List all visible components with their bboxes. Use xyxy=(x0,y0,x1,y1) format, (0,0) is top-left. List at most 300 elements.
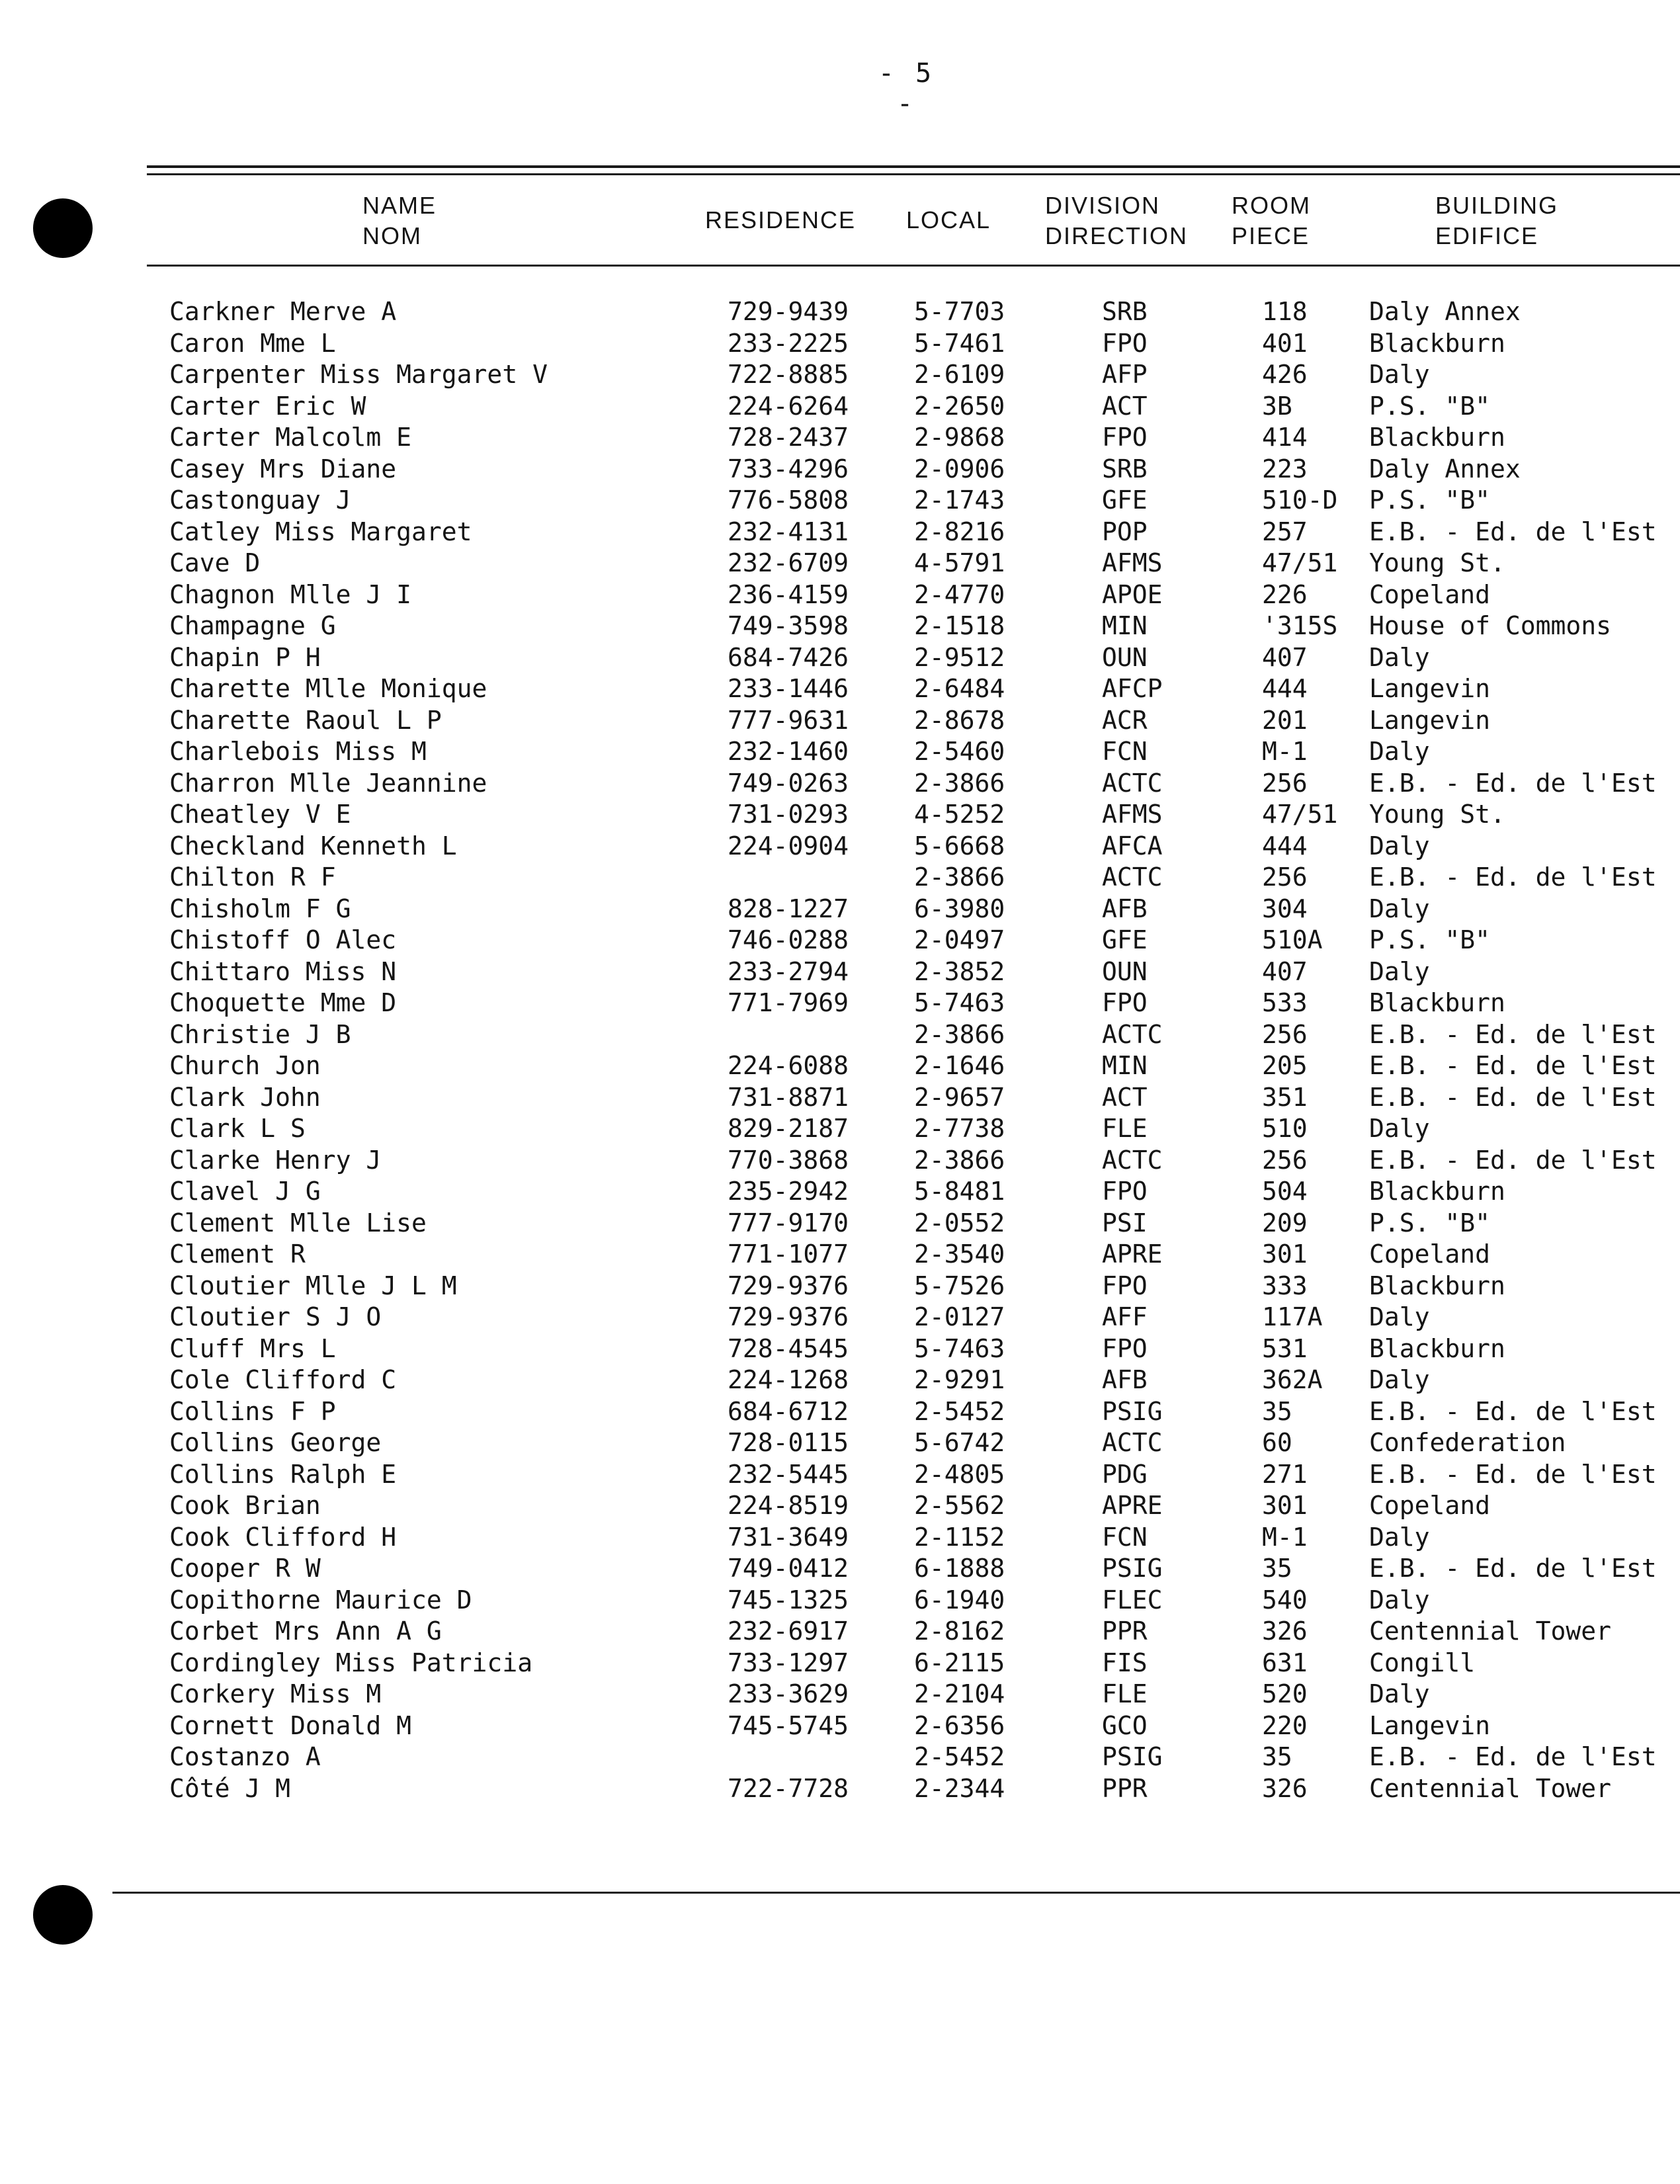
building-cell: Langevin xyxy=(1369,705,1491,735)
table-row xyxy=(0,987,1680,1019)
residence-cell: 770-3868 xyxy=(728,1145,849,1175)
name-cell: Cave D xyxy=(169,548,261,577)
room-cell: 60 xyxy=(1262,1428,1292,1457)
building-cell: Copeland xyxy=(1369,1491,1491,1520)
division-cell: ACTC xyxy=(1102,1019,1163,1049)
division-cell: MIN xyxy=(1102,1051,1148,1080)
building-cell: Daly xyxy=(1369,1585,1430,1615)
room-cell: 205 xyxy=(1262,1051,1308,1080)
table-row xyxy=(0,1113,1680,1145)
division-cell: FPO xyxy=(1102,328,1148,358)
division-cell: PPR xyxy=(1102,1617,1148,1646)
room-cell: 271 xyxy=(1262,1459,1308,1489)
table-row xyxy=(0,1553,1680,1585)
table-header xyxy=(0,190,1680,257)
table-row xyxy=(0,1773,1680,1805)
name-cell: Clement R xyxy=(169,1239,306,1269)
division-cell: FIS xyxy=(1102,1648,1148,1677)
local-cell: 5-7463 xyxy=(914,988,1005,1017)
building-cell: Daly xyxy=(1369,1522,1430,1552)
footer-rule xyxy=(112,1892,1680,1894)
header-division-en: DIVISION xyxy=(1045,192,1161,219)
table-row xyxy=(0,1490,1680,1522)
local-cell: 5-6742 xyxy=(914,1428,1005,1457)
residence-cell: 728-0115 xyxy=(728,1428,849,1457)
name-cell: Corkery Miss M xyxy=(169,1679,382,1708)
name-cell: Carpenter Miss Margaret V xyxy=(169,360,548,389)
local-cell: 2-2344 xyxy=(914,1773,1005,1803)
local-cell: 2-7738 xyxy=(914,1114,1005,1143)
table-row xyxy=(0,517,1680,548)
residence-cell: 233-2225 xyxy=(728,328,849,358)
residence-cell: 224-8519 xyxy=(728,1491,849,1520)
header-building xyxy=(1435,190,1558,251)
top-rule xyxy=(147,165,1680,168)
building-cell: Centennial Tower xyxy=(1369,1773,1612,1803)
name-cell: Choquette Mme D xyxy=(169,988,397,1017)
name-cell: Charette Mlle Monique xyxy=(169,674,487,703)
table-row xyxy=(0,454,1680,485)
local-cell: 2-3866 xyxy=(914,862,1005,892)
division-cell: FPO xyxy=(1102,988,1148,1017)
building-cell: E.B. - Ed. de l'Est xyxy=(1369,1742,1657,1771)
division-cell: MIN xyxy=(1102,611,1148,640)
local-cell: 2-3866 xyxy=(914,1145,1005,1175)
division-cell: GFE xyxy=(1102,925,1148,954)
table-row xyxy=(0,925,1680,956)
name-cell: Corbet Mrs Ann A G xyxy=(169,1617,442,1646)
name-cell: Cooper R W xyxy=(169,1554,321,1583)
table-row xyxy=(0,548,1680,579)
building-cell: Daly Annex xyxy=(1369,454,1521,483)
header-rule xyxy=(147,265,1680,267)
room-cell: 401 xyxy=(1262,328,1308,358)
table-row xyxy=(0,1302,1680,1333)
building-cell: Langevin xyxy=(1369,674,1491,703)
division-cell: APRE xyxy=(1102,1239,1163,1269)
name-cell: Copithorne Maurice D xyxy=(169,1585,472,1615)
local-cell: 2-9291 xyxy=(914,1365,1005,1394)
local-cell: 2-3866 xyxy=(914,768,1005,798)
name-cell: Chagnon Mlle J I xyxy=(169,579,412,609)
room-cell: 3B xyxy=(1262,391,1292,421)
residence-cell: 749-0263 xyxy=(728,768,849,798)
room-cell: 520 xyxy=(1262,1679,1308,1708)
name-cell: Casey Mrs Diane xyxy=(169,454,397,483)
division-cell: FPO xyxy=(1102,1333,1148,1363)
division-cell: GFE xyxy=(1102,485,1148,515)
name-cell: Cook Clifford H xyxy=(169,1522,397,1552)
header-room-en: ROOM xyxy=(1232,192,1311,219)
table-row xyxy=(0,1333,1680,1365)
residence-cell: 233-2794 xyxy=(728,956,849,986)
local-cell: 2-5452 xyxy=(914,1742,1005,1771)
residence-cell: 233-3629 xyxy=(728,1679,849,1708)
table-row xyxy=(0,1742,1680,1773)
residence-cell: 749-0412 xyxy=(728,1554,849,1583)
building-cell: House of Commons xyxy=(1369,611,1612,640)
header-division xyxy=(1045,190,1188,251)
local-cell: 2-1743 xyxy=(914,485,1005,515)
building-cell: E.B. - Ed. de l'Est xyxy=(1369,1554,1657,1583)
local-cell: 5-7703 xyxy=(914,297,1005,326)
room-cell: 301 xyxy=(1262,1491,1308,1520)
building-cell: E.B. - Ed. de l'Est xyxy=(1369,1082,1657,1112)
division-cell: PSI xyxy=(1102,1208,1148,1238)
building-cell: Daly xyxy=(1369,894,1430,923)
local-cell: 2-8678 xyxy=(914,705,1005,735)
room-cell: 326 xyxy=(1262,1773,1308,1803)
residence-cell: 684-7426 xyxy=(728,642,849,672)
division-cell: PDG xyxy=(1102,1459,1148,1489)
table-row xyxy=(0,1145,1680,1177)
table-row xyxy=(0,1396,1680,1428)
building-cell: Daly xyxy=(1369,360,1430,389)
table-row xyxy=(0,705,1680,737)
room-cell: 35 xyxy=(1262,1396,1292,1426)
local-cell: 5-7526 xyxy=(914,1271,1005,1300)
room-cell: 35 xyxy=(1262,1554,1292,1583)
building-cell: Daly xyxy=(1369,1365,1430,1394)
table-row xyxy=(0,862,1680,894)
residence-cell: 236-4159 xyxy=(728,579,849,609)
building-cell: Daly xyxy=(1369,1679,1430,1708)
table-row xyxy=(0,610,1680,642)
table-row xyxy=(0,296,1680,328)
name-cell: Clark L S xyxy=(169,1114,306,1143)
local-cell: 2-2650 xyxy=(914,391,1005,421)
residence-cell: 235-2942 xyxy=(728,1177,849,1206)
room-cell: 117A xyxy=(1262,1302,1323,1331)
residence-cell: 828-1227 xyxy=(728,894,849,923)
building-cell: Congill xyxy=(1369,1648,1476,1677)
header-name xyxy=(362,190,437,251)
division-cell: APRE xyxy=(1102,1491,1163,1520)
local-cell: 2-4770 xyxy=(914,579,1005,609)
residence-cell: 232-5445 xyxy=(728,1459,849,1489)
building-cell: Copeland xyxy=(1369,1239,1491,1269)
name-cell: Carter Eric W xyxy=(169,391,366,421)
local-cell: 2-0552 xyxy=(914,1208,1005,1238)
room-cell: M-1 xyxy=(1262,737,1308,766)
building-cell: Blackburn xyxy=(1369,988,1505,1017)
room-cell: 304 xyxy=(1262,894,1308,923)
name-cell: Charette Raoul L P xyxy=(169,705,442,735)
local-cell: 2-3540 xyxy=(914,1239,1005,1269)
header-building-en: BUILDING xyxy=(1435,192,1559,219)
building-cell: Daly xyxy=(1369,642,1430,672)
room-cell: 510 xyxy=(1262,1114,1308,1143)
name-cell: Cloutier Mlle J L M xyxy=(169,1271,457,1300)
building-cell: Blackburn xyxy=(1369,1333,1505,1363)
residence-cell: 776-5808 xyxy=(728,485,849,515)
local-cell: 2-5452 xyxy=(914,1396,1005,1426)
residence-cell: 733-4296 xyxy=(728,454,849,483)
local-cell: 5-8481 xyxy=(914,1177,1005,1206)
name-cell: Cloutier S J O xyxy=(169,1302,382,1331)
residence-cell: 749-3598 xyxy=(728,611,849,640)
local-cell: 2-1518 xyxy=(914,611,1005,640)
room-cell: 201 xyxy=(1262,705,1308,735)
table-row xyxy=(0,673,1680,705)
building-cell: Daly xyxy=(1369,1302,1430,1331)
division-cell: APOE xyxy=(1102,579,1163,609)
table-row xyxy=(0,768,1680,800)
room-cell: 362A xyxy=(1262,1365,1323,1394)
table-row xyxy=(0,1679,1680,1710)
division-cell: FLE xyxy=(1102,1114,1148,1143)
local-cell: 2-0497 xyxy=(914,925,1005,954)
room-cell: 510-D xyxy=(1262,485,1338,515)
name-cell: Clavel J G xyxy=(169,1177,321,1206)
name-cell: Côté J M xyxy=(169,1773,291,1803)
local-cell: 6-1940 xyxy=(914,1585,1005,1615)
residence-cell: 224-1268 xyxy=(728,1365,849,1394)
name-cell: Chistoff O Alec xyxy=(169,925,397,954)
division-cell: ACT xyxy=(1102,1082,1148,1112)
residence-cell: 224-0904 xyxy=(728,831,849,861)
name-cell: Cordingley Miss Patricia xyxy=(169,1648,533,1677)
room-cell: 226 xyxy=(1262,579,1308,609)
local-cell: 2-1152 xyxy=(914,1522,1005,1552)
local-cell: 2-5460 xyxy=(914,737,1005,766)
local-cell: 2-9868 xyxy=(914,423,1005,452)
table-row xyxy=(0,1239,1680,1271)
division-cell: ACTC xyxy=(1102,862,1163,892)
local-cell: 2-2104 xyxy=(914,1679,1005,1708)
table-row xyxy=(0,1082,1680,1114)
local-cell: 2-0127 xyxy=(914,1302,1005,1331)
table-row xyxy=(0,1208,1680,1239)
room-cell: 209 xyxy=(1262,1208,1308,1238)
local-cell: 2-6356 xyxy=(914,1710,1005,1740)
header-local: LOCAL xyxy=(906,206,991,233)
division-cell: ACTC xyxy=(1102,768,1163,798)
header-room-fr: PIECE xyxy=(1232,222,1310,249)
division-cell: AFF xyxy=(1102,1302,1148,1331)
local-cell: 6-2115 xyxy=(914,1648,1005,1677)
name-cell: Champagne G xyxy=(169,611,336,640)
building-cell: P.S. "B" xyxy=(1369,1208,1491,1238)
room-cell: 540 xyxy=(1262,1585,1308,1615)
residence-cell: 233-1446 xyxy=(728,674,849,703)
residence-cell: 729-9376 xyxy=(728,1302,849,1331)
name-cell: Chapin P H xyxy=(169,642,321,672)
table-row xyxy=(0,328,1680,360)
room-cell: 351 xyxy=(1262,1082,1308,1112)
header-residence: RESIDENCE xyxy=(705,206,857,233)
building-cell: Young St. xyxy=(1369,548,1505,577)
residence-cell: 728-4545 xyxy=(728,1333,849,1363)
local-cell: 2-6109 xyxy=(914,360,1005,389)
residence-cell: 232-4131 xyxy=(728,517,849,546)
division-cell: OUN xyxy=(1102,956,1148,986)
building-cell: Young St. xyxy=(1369,800,1505,829)
residence-cell: 731-0293 xyxy=(728,800,849,829)
residence-cell: 731-3649 xyxy=(728,1522,849,1552)
residence-cell: 728-2437 xyxy=(728,423,849,452)
division-cell: FCN xyxy=(1102,1522,1148,1552)
division-cell: SRB xyxy=(1102,454,1148,483)
local-cell: 4-5252 xyxy=(914,800,1005,829)
table-row xyxy=(0,894,1680,925)
punch-hole xyxy=(33,1885,93,1945)
building-cell: E.B. - Ed. de l'Est xyxy=(1369,768,1657,798)
building-cell: Blackburn xyxy=(1369,1177,1505,1206)
division-cell: AFB xyxy=(1102,894,1148,923)
name-cell: Cluff Mrs L xyxy=(169,1333,336,1363)
name-cell: Charlebois Miss M xyxy=(169,737,427,766)
division-cell: ACR xyxy=(1102,705,1148,735)
table-row xyxy=(0,956,1680,988)
division-cell: ACTC xyxy=(1102,1145,1163,1175)
division-cell: AFMS xyxy=(1102,800,1163,829)
division-cell: PSIG xyxy=(1102,1396,1163,1426)
local-cell: 6-3980 xyxy=(914,894,1005,923)
name-cell: Catley Miss Margaret xyxy=(169,517,472,546)
residence-cell: 232-6709 xyxy=(728,548,849,577)
residence-cell: 829-2187 xyxy=(728,1114,849,1143)
table-row xyxy=(0,1648,1680,1679)
header-name-en: NAME xyxy=(362,192,437,219)
division-cell: AFMS xyxy=(1102,548,1163,577)
building-cell: P.S. "B" xyxy=(1369,485,1491,515)
table-row xyxy=(0,422,1680,454)
header-building-fr: EDIFICE xyxy=(1435,222,1539,249)
building-cell: Daly Annex xyxy=(1369,297,1521,326)
name-cell: Chittaro Miss N xyxy=(169,956,397,986)
division-cell: FPO xyxy=(1102,423,1148,452)
residence-cell: 232-6917 xyxy=(728,1617,849,1646)
building-cell: Daly xyxy=(1369,1114,1430,1143)
residence-cell: 232-1460 xyxy=(728,737,849,766)
local-cell: 2-5562 xyxy=(914,1491,1005,1520)
building-cell: E.B. - Ed. de l'Est xyxy=(1369,1396,1657,1426)
local-cell: 4-5791 xyxy=(914,548,1005,577)
room-cell: 504 xyxy=(1262,1177,1308,1206)
residence-cell: 733-1297 xyxy=(728,1648,849,1677)
name-cell: Cheatley V E xyxy=(169,800,351,829)
residence-cell: 745-1325 xyxy=(728,1585,849,1615)
name-cell: Collins George xyxy=(169,1428,382,1457)
room-cell: 531 xyxy=(1262,1333,1308,1363)
building-cell: Daly xyxy=(1369,737,1430,766)
name-cell: Collins F P xyxy=(169,1396,336,1426)
page-number: - 5 - xyxy=(878,58,935,119)
room-cell: 631 xyxy=(1262,1648,1308,1677)
local-cell: 5-7461 xyxy=(914,328,1005,358)
local-cell: 2-6484 xyxy=(914,674,1005,703)
residence-cell: 722-8885 xyxy=(728,360,849,389)
residence-cell: 729-9376 xyxy=(728,1271,849,1300)
building-cell: E.B. - Ed. de l'Est xyxy=(1369,1051,1657,1080)
residence-cell: 684-6712 xyxy=(728,1396,849,1426)
residence-cell: 745-5745 xyxy=(728,1710,849,1740)
table-row xyxy=(0,1427,1680,1459)
division-cell: AFCP xyxy=(1102,674,1163,703)
building-cell: Centennial Tower xyxy=(1369,1617,1612,1646)
division-cell: SRB xyxy=(1102,297,1148,326)
building-cell: Blackburn xyxy=(1369,423,1505,452)
local-cell: 2-3852 xyxy=(914,956,1005,986)
room-cell: 426 xyxy=(1262,360,1308,389)
residence-cell: 771-7969 xyxy=(728,988,849,1017)
building-cell: E.B. - Ed. de l'Est xyxy=(1369,517,1657,546)
local-cell: 6-1888 xyxy=(914,1554,1005,1583)
room-cell: 223 xyxy=(1262,454,1308,483)
table-row xyxy=(0,359,1680,391)
room-cell: 256 xyxy=(1262,768,1308,798)
division-cell: AFP xyxy=(1102,360,1148,389)
local-cell: 2-9512 xyxy=(914,642,1005,672)
room-cell: 256 xyxy=(1262,1019,1308,1049)
name-cell: Clark John xyxy=(169,1082,321,1112)
table-row xyxy=(0,642,1680,674)
name-cell: Cornett Donald M xyxy=(169,1710,412,1740)
division-cell: POP xyxy=(1102,517,1148,546)
division-cell: PPR xyxy=(1102,1773,1148,1803)
building-cell: P.S. "B" xyxy=(1369,925,1491,954)
room-cell: 444 xyxy=(1262,674,1308,703)
building-cell: Langevin xyxy=(1369,1710,1491,1740)
building-cell: Daly xyxy=(1369,831,1430,861)
local-cell: 5-7463 xyxy=(914,1333,1005,1363)
name-cell: Cook Brian xyxy=(169,1491,321,1520)
header-division-fr: DIRECTION xyxy=(1045,222,1188,249)
division-cell: GCO xyxy=(1102,1710,1148,1740)
local-cell: 2-9657 xyxy=(914,1082,1005,1112)
division-cell: ACTC xyxy=(1102,1428,1163,1457)
division-cell: AFB xyxy=(1102,1365,1148,1394)
residence-cell: 731-8871 xyxy=(728,1082,849,1112)
room-cell: 220 xyxy=(1262,1710,1308,1740)
table-row xyxy=(0,485,1680,517)
room-cell: 510A xyxy=(1262,925,1323,954)
local-cell: 2-0906 xyxy=(914,454,1005,483)
name-cell: Carter Malcolm E xyxy=(169,423,412,452)
division-cell: AFCA xyxy=(1102,831,1163,861)
name-cell: Charron Mlle Jeannine xyxy=(169,768,487,798)
division-cell: FPO xyxy=(1102,1271,1148,1300)
room-cell: 407 xyxy=(1262,956,1308,986)
name-cell: Clement Mlle Lise xyxy=(169,1208,427,1238)
division-cell: ACT xyxy=(1102,391,1148,421)
table-row xyxy=(0,1459,1680,1491)
table-row xyxy=(0,1050,1680,1082)
building-cell: Blackburn xyxy=(1369,1271,1505,1300)
room-cell: 444 xyxy=(1262,831,1308,861)
name-cell: Costanzo A xyxy=(169,1742,321,1771)
room-cell: '315S xyxy=(1262,611,1338,640)
division-cell: PSIG xyxy=(1102,1554,1163,1583)
building-cell: E.B. - Ed. de l'Est xyxy=(1369,862,1657,892)
building-cell: Blackburn xyxy=(1369,328,1505,358)
room-cell: 256 xyxy=(1262,862,1308,892)
name-cell: Carkner Merve A xyxy=(169,297,397,326)
table-row xyxy=(0,831,1680,862)
local-cell: 2-1646 xyxy=(914,1051,1005,1080)
room-cell: 333 xyxy=(1262,1271,1308,1300)
room-cell: 414 xyxy=(1262,423,1308,452)
division-cell: FCN xyxy=(1102,737,1148,766)
table-row xyxy=(0,1616,1680,1648)
table-row xyxy=(0,1585,1680,1617)
room-cell: 407 xyxy=(1262,642,1308,672)
residence-cell: 777-9170 xyxy=(728,1208,849,1238)
name-cell: Chilton R F xyxy=(169,862,336,892)
table-row xyxy=(0,1271,1680,1302)
name-cell: Cole Clifford C xyxy=(169,1365,397,1394)
